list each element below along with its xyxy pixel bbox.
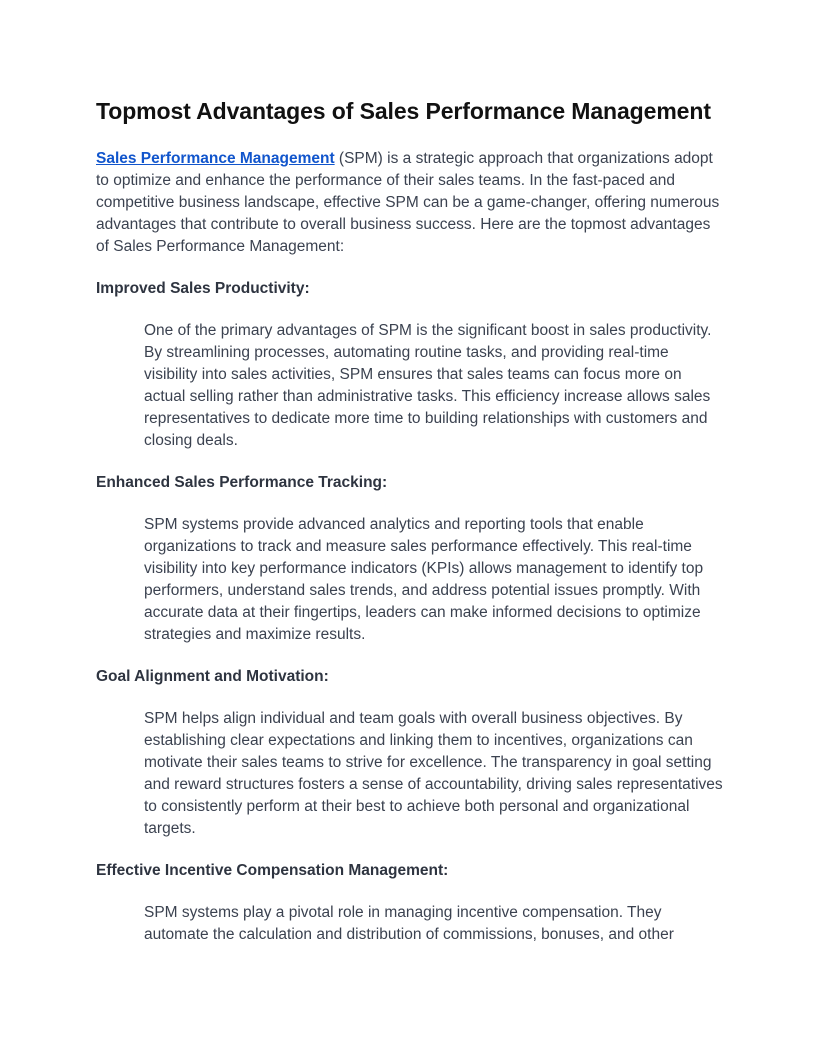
section-productivity [96,278,726,452]
section-body: SPM helps align individual and team goals with overall business objectives. By establishing clear expectations and linking them to incentives, organizations can motivate their sales teams to strive for excellence. The transparency in goal setting and reward structures fosters a sense of accountability, driving sales representatives to consistently perform at their best to achieve both personal and organizational targets. [144,710,723,837]
spm-link[interactable]: Sales Performance Management [96,150,335,167]
section-body: One of the primary advantages of SPM is the significant boost in sales productivity. By streamlining processes, automating routine tasks, and providing real-time visibility into sales activities, SPM ensures that sales teams can focus more on actual selling rather than administrative tasks. This efficiency increase allows sales representatives to dedicate more time to building relationships with customers and closing deals. [144,322,712,449]
section-body: SPM systems play a pivotal role in managing incentive compensation. They automate the calculation and distribution of commissions, bonuses, and other [144,904,674,943]
section-heading: Goal Alignment and Motivation: [96,668,329,685]
intro-text: (SPM) is a strategic approach that organizations adopt to optimize and enhance the performance of their sales teams. In the fast-paced and competitive business landscape, effective SPM can be a game-changer, offering numerous advantages that contribute to overall business success. Here are the topmost advantages of Sales Performance Management: [96,150,720,255]
section-goal-alignment [96,666,726,840]
section-tracking [96,472,726,646]
section-heading: Improved Sales Productivity: [96,280,310,297]
page-title: Topmost Advantages of Sales Performance Management [96,98,711,124]
section-heading: Enhanced Sales Performance Tracking: [96,474,388,491]
section-heading: Effective Incentive Compensation Management: [96,862,449,879]
document-page [96,96,726,946]
intro-paragraph [96,148,721,258]
section-incentive-compensation [96,860,726,946]
section-body: SPM systems provide advanced analytics and reporting tools that enable organizations to track and measure sales performance effectively. This real-time visibility into key performance indicators (KPIs) allows management to identify top performers, understand sales trends, and address potential issues promptly. With accurate data at their fingertips, leaders can make informed decisions to optimize strategies and maximize results. [144,516,704,643]
